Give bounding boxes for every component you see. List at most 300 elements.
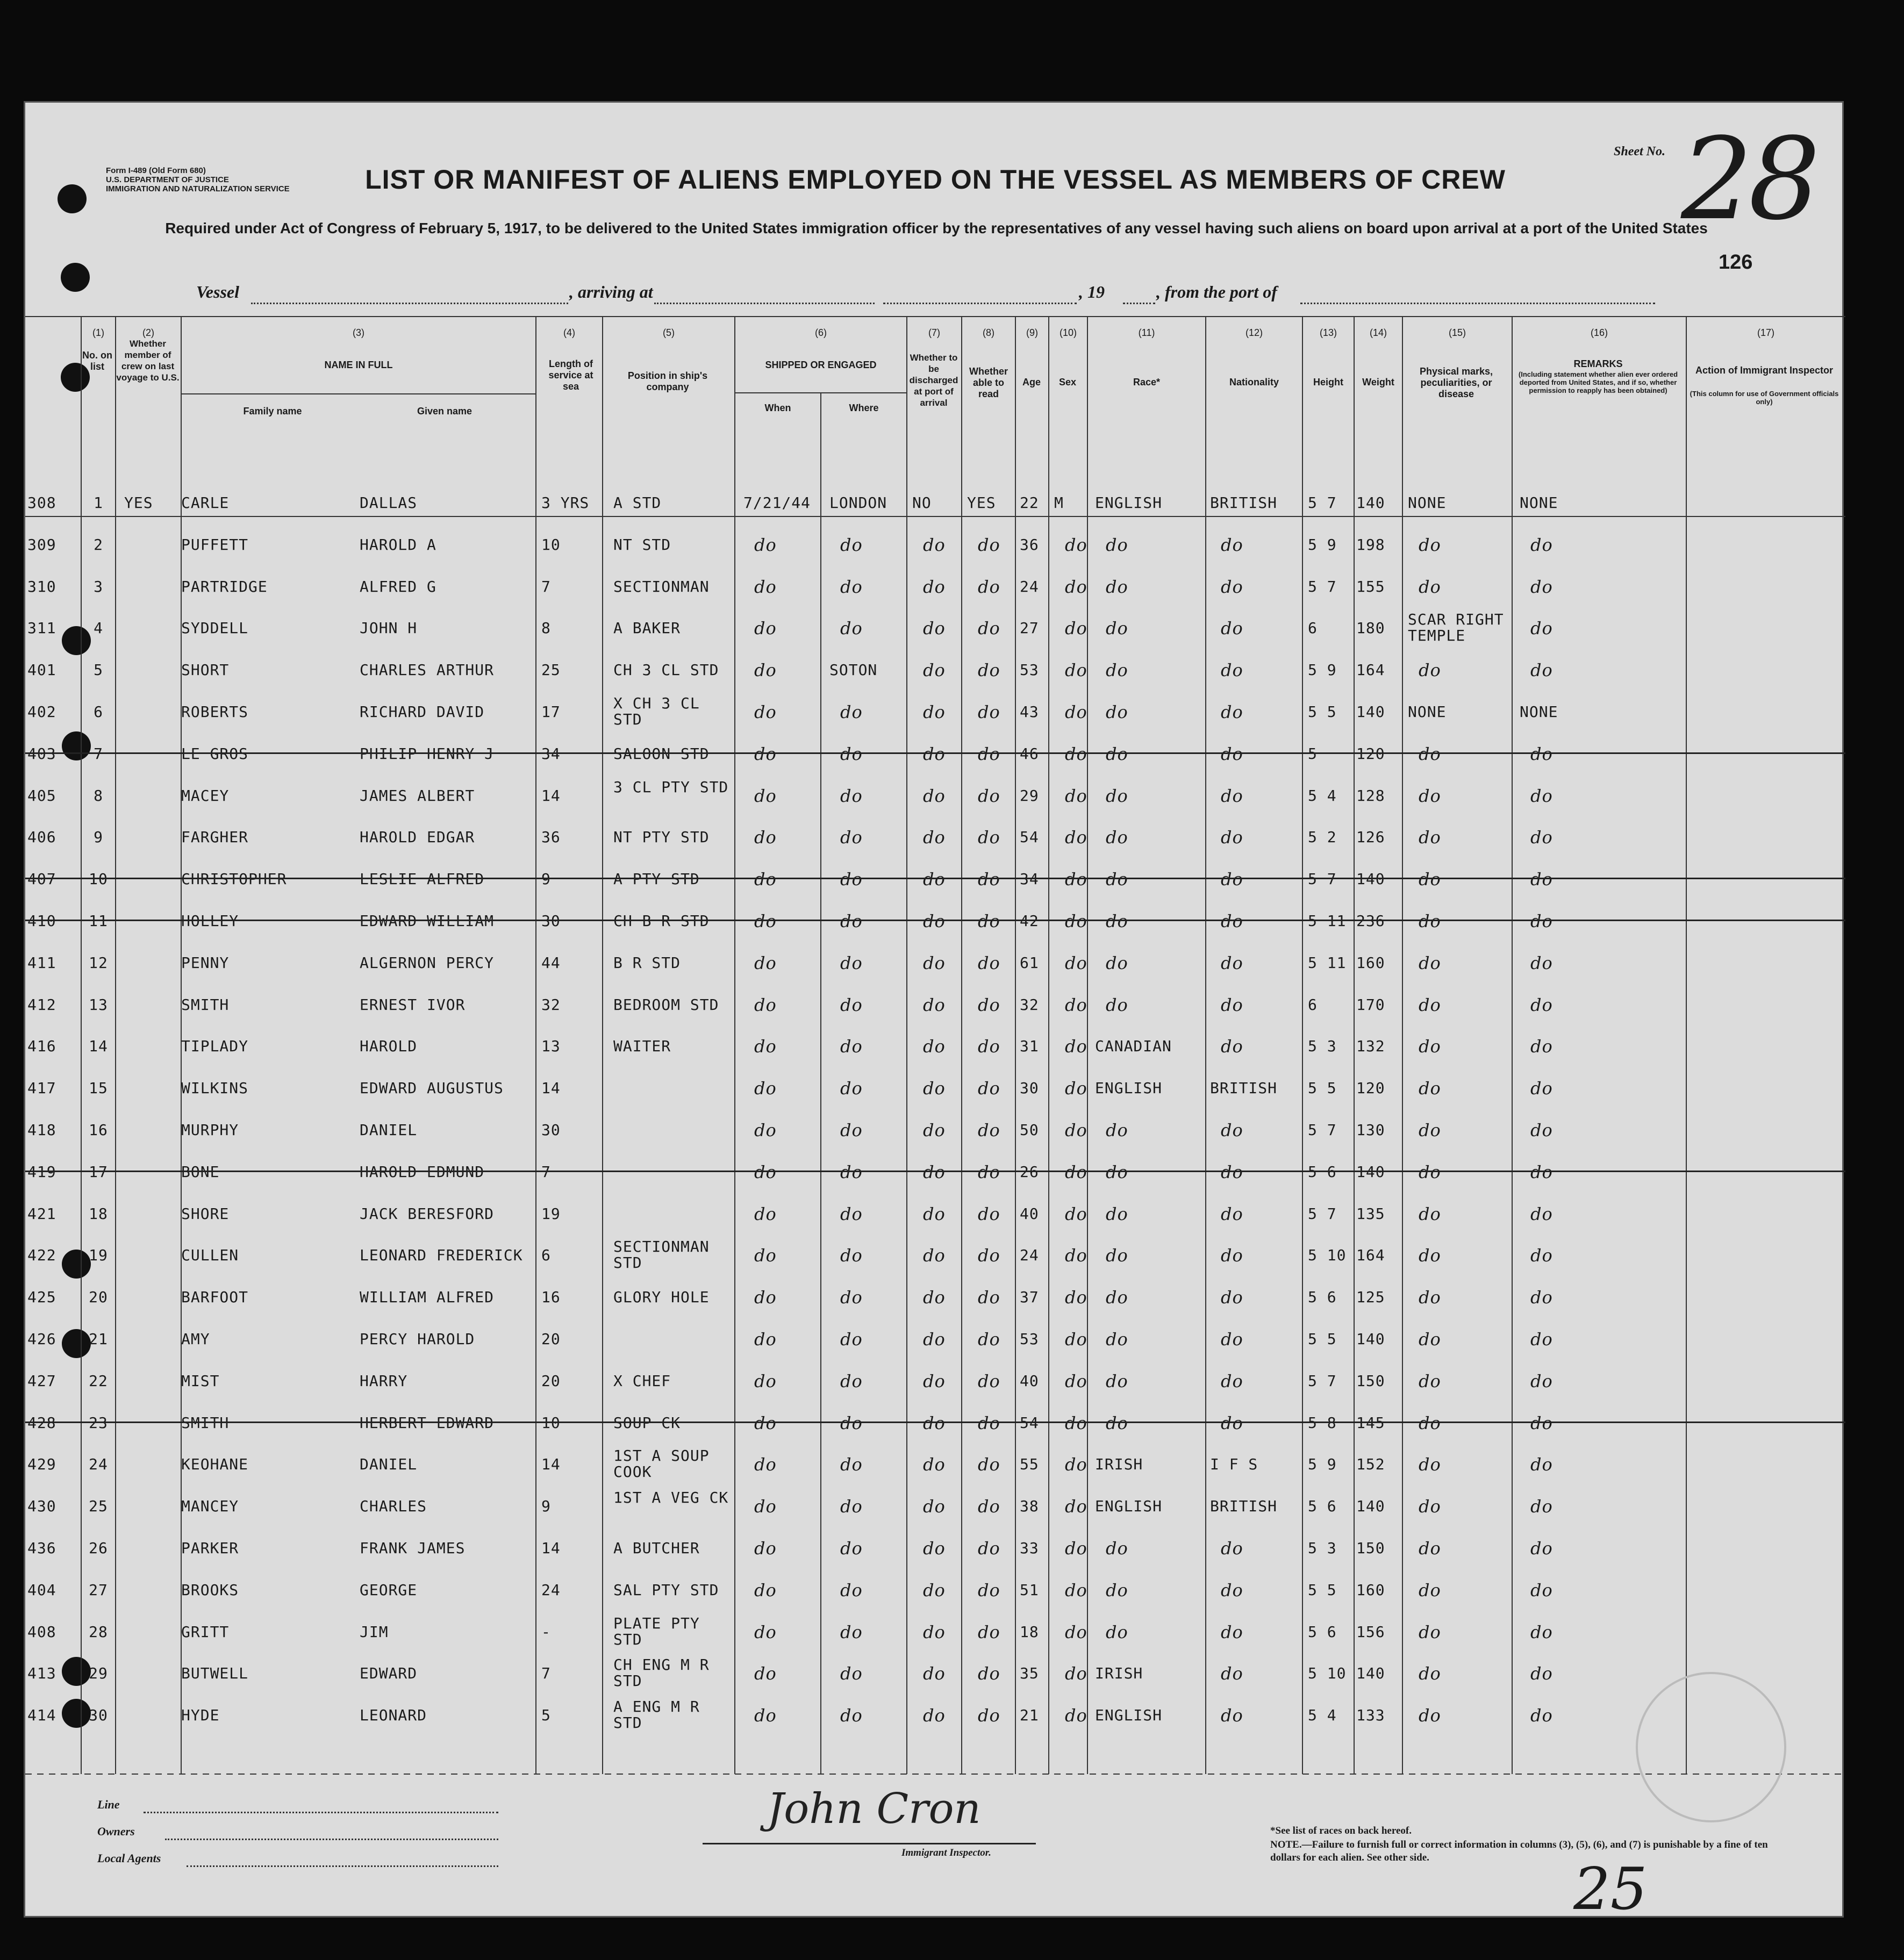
list-number: 18 (89, 1204, 108, 1223)
able-to-read-ditto: do (978, 618, 1000, 639)
length-of-service: 30 (541, 1121, 561, 1139)
manifest-ref-number: 416 (27, 1037, 56, 1056)
age: 38 (1020, 1497, 1039, 1516)
given-name: RICHARD DAVID (360, 703, 485, 721)
position-in-company: BEDROOM STD (613, 995, 719, 1014)
shipped-where-ditto: do (840, 1496, 863, 1517)
nationality-ditto: do (1221, 1203, 1243, 1224)
race-ditto: do (1106, 1203, 1128, 1224)
able-to-read-ditto: do (978, 1078, 1000, 1099)
family-name: CHRISTOPHER (181, 870, 287, 888)
shipped-when: 7/21/44 (743, 494, 811, 512)
table-row (25, 945, 1845, 986)
race-ditto: do (1106, 576, 1128, 597)
discharged-at-port-ditto: do (923, 534, 946, 555)
physical-marks-ditto: do (1419, 911, 1441, 931)
age: 43 (1020, 703, 1039, 721)
manifest-ref-number: 401 (27, 661, 56, 679)
shipped-when-ditto: do (754, 1496, 777, 1517)
weight: 155 (1356, 577, 1385, 595)
table-row (25, 1238, 1845, 1279)
length-of-service: 14 (541, 1455, 561, 1474)
able-to-read: YES (967, 494, 996, 512)
remarks-ditto: do (1530, 1538, 1553, 1559)
given-name: EDWARD WILLIAM (360, 912, 495, 930)
line-label: Line (97, 1798, 120, 1811)
shipped-when-ditto: do (754, 1329, 777, 1349)
height: 5 10 (1308, 1664, 1347, 1683)
table-row (25, 1196, 1845, 1237)
list-number: 22 (89, 1372, 108, 1390)
race: ENGLISH (1095, 1079, 1163, 1097)
sex-ditto: do (1065, 1203, 1087, 1224)
age: 36 (1020, 535, 1039, 554)
official-seal (1636, 1672, 1786, 1822)
length-of-service: 5 (541, 1706, 551, 1725)
height: 5 6 (1308, 1288, 1337, 1306)
nationality: I F S (1210, 1455, 1258, 1474)
remarks-ditto: do (1530, 1120, 1553, 1140)
physical-marks-ditto: do (1419, 534, 1441, 555)
shipped-where-ditto: do (840, 785, 863, 806)
height: 5 9 (1308, 535, 1337, 554)
header-shipped-engaged: SHIPPED OR ENGAGED (765, 360, 877, 370)
physical-marks-ditto: do (1419, 1036, 1441, 1057)
given-name: EDWARD AUGUSTUS (360, 1079, 504, 1097)
family-name: SMITH (181, 1413, 230, 1432)
manifest-sheet (24, 101, 1844, 1923)
age: 55 (1020, 1455, 1039, 1474)
header-action: Action of Immigrant Inspector (1695, 365, 1834, 376)
position-in-company: SECTIONMAN (613, 577, 710, 595)
header-when: When (764, 403, 791, 413)
family-name: SYDDELL (181, 619, 249, 637)
table-row (25, 527, 1845, 568)
shipped-when-ditto: do (754, 1705, 777, 1726)
position-in-company: SAL PTY STD (613, 1581, 719, 1599)
length-of-service: 24 (541, 1581, 561, 1599)
able-to-read-ditto: do (978, 827, 1000, 848)
race: ENGLISH (1095, 494, 1163, 512)
age: 40 (1020, 1372, 1039, 1390)
family-name: MACEY (181, 786, 230, 805)
height: 5 5 (1308, 703, 1337, 721)
manifest-ref-number: 429 (27, 1455, 56, 1474)
manifest-ref-number: 406 (27, 828, 56, 846)
discharged-at-port-ditto: do (923, 1120, 946, 1140)
race-ditto: do (1106, 1287, 1128, 1308)
shipped-where-ditto: do (840, 1621, 863, 1642)
weight: 135 (1356, 1204, 1385, 1223)
physical-marks-ditto: do (1419, 952, 1441, 973)
page-number: 25 (1573, 1856, 1648, 1923)
given-name: HERBERT EDWARD (360, 1413, 495, 1432)
physical-marks-ditto: do (1419, 1496, 1441, 1517)
height: 5 3 (1308, 1037, 1337, 1056)
race-ditto: do (1106, 618, 1128, 639)
position-in-company: SECTIONMAN STD (613, 1238, 710, 1272)
shipped-where-ditto: do (840, 743, 863, 764)
discharged-at-port-ditto: do (923, 1036, 946, 1057)
physical-marks-ditto: do (1419, 827, 1441, 848)
race-ditto: do (1106, 1538, 1128, 1559)
remarks-ditto: do (1530, 1203, 1553, 1224)
remarks-ditto: do (1530, 785, 1553, 806)
sex-ditto: do (1065, 660, 1087, 681)
length-of-service: 30 (541, 912, 561, 930)
nationality: BRITISH (1210, 1497, 1278, 1516)
able-to-read-ditto: do (978, 660, 1000, 681)
shipped-where-ditto: do (840, 1538, 863, 1559)
physical-marks-ditto: do (1419, 1538, 1441, 1559)
height: 5 7 (1308, 1121, 1337, 1139)
position-in-company: GLORY HOLE (613, 1288, 710, 1306)
weight: 180 (1356, 619, 1385, 637)
sex-ditto: do (1065, 1078, 1087, 1099)
sex-ditto: do (1065, 1245, 1087, 1266)
given-name: LESLIE ALFRED (360, 870, 485, 888)
nationality-ditto: do (1221, 911, 1243, 931)
length-of-service: 10 (541, 535, 561, 554)
shipped-where-ditto: do (840, 702, 863, 722)
penalty-note: NOTE.—Failure to furnish full or correct information in columns (3), (5), (6), and (7) is punishable by a fine of ten dollars for each alien. See other side. (1270, 1839, 1768, 1863)
length-of-service: - (541, 1622, 551, 1641)
column-number: (7) (928, 327, 940, 338)
remarks-ditto: do (1530, 1580, 1553, 1600)
nationality-ditto: do (1221, 1036, 1243, 1057)
shipped-when-ditto: do (754, 1580, 777, 1600)
weight: 198 (1356, 535, 1385, 554)
column-number: (12) (1245, 327, 1263, 338)
age: 29 (1020, 786, 1039, 805)
able-to-read-ditto: do (978, 576, 1000, 597)
form-id-line: IMMIGRATION AND NATURALIZATION SERVICE (106, 184, 290, 193)
physical-marks: NONE (1408, 703, 1447, 721)
list-number: 17 (89, 1162, 108, 1181)
table-row (25, 1363, 1845, 1404)
year-label: , 19 (1079, 282, 1105, 301)
column-number: (8) (983, 327, 994, 338)
remarks-ditto: do (1530, 743, 1553, 764)
member-last-voyage: YES (124, 494, 153, 512)
shipped-when-ditto: do (754, 911, 777, 931)
physical-marks-ditto: do (1419, 743, 1441, 764)
length-of-service: 25 (541, 661, 561, 679)
table-row (25, 903, 1845, 944)
column-number: (17) (1757, 327, 1774, 338)
family-name: PUFFETT (181, 535, 249, 554)
position-in-company: B R STD (613, 953, 681, 972)
nationality-ditto: do (1221, 1412, 1243, 1433)
given-name: PHILIP HENRY J (360, 744, 495, 763)
nationality-ditto: do (1221, 952, 1243, 973)
age: 54 (1020, 1413, 1039, 1432)
table-row (25, 1698, 1845, 1739)
form-id-line: Form I-489 (Old Form 680) (106, 166, 206, 175)
race-ditto: do (1106, 869, 1128, 890)
remarks-ditto: do (1530, 1078, 1553, 1099)
weight: 140 (1356, 1664, 1385, 1683)
height: 5 5 (1308, 1079, 1337, 1097)
weight: 164 (1356, 661, 1385, 679)
length-of-service: 14 (541, 1539, 561, 1557)
shipped-where: SOTON (829, 661, 878, 679)
age: 35 (1020, 1664, 1039, 1683)
length-of-service: 14 (541, 786, 561, 805)
race-ditto: do (1106, 1120, 1128, 1140)
sex-ditto: do (1065, 576, 1087, 597)
column-number: (1) (92, 327, 104, 338)
weight: 125 (1356, 1288, 1385, 1306)
list-number: 28 (89, 1622, 108, 1641)
given-name: HAROLD EDGAR (360, 828, 475, 846)
given-name: GEORGE (360, 1581, 418, 1599)
able-to-read-ditto: do (978, 1496, 1000, 1517)
table-row (25, 1071, 1845, 1111)
table-row (25, 1280, 1845, 1320)
shipped-when-ditto: do (754, 1412, 777, 1433)
height: 5 11 (1308, 912, 1347, 930)
owners-field-line (165, 1839, 498, 1840)
row-strikethrough (25, 1421, 1845, 1423)
age: 33 (1020, 1539, 1039, 1557)
table-row (25, 611, 1845, 651)
nationality-ditto: do (1221, 1245, 1243, 1266)
family-name: PENNY (181, 953, 230, 972)
family-name: SHORT (181, 661, 230, 679)
header-able-read: Whether able to read (969, 366, 1008, 399)
nationality-ditto: do (1221, 1370, 1243, 1391)
age: 53 (1020, 1330, 1039, 1348)
header-physical-marks: Physical marks, peculiarities, or disease (1419, 366, 1493, 399)
length-of-service: 32 (541, 995, 561, 1014)
length-of-service: 14 (541, 1079, 561, 1097)
discharged-at-port-ditto: do (923, 660, 946, 681)
physical-marks-ditto: do (1419, 1078, 1441, 1099)
height: 5 7 (1308, 1372, 1337, 1390)
list-number: 27 (89, 1581, 108, 1599)
able-to-read-ditto: do (978, 1203, 1000, 1224)
list-number: 19 (89, 1246, 108, 1265)
shipped-where-ditto: do (840, 1412, 863, 1433)
list-number: 20 (89, 1288, 108, 1306)
discharged-at-port-ditto: do (923, 1538, 946, 1559)
header-member-last-voyage: Whether member of crew on last voyage to U.S. (116, 339, 180, 383)
inspector-label: Immigrant Inspector. (901, 1847, 991, 1858)
header-length-service: Length of service at sea (548, 358, 593, 392)
height: 5 5 (1308, 1330, 1337, 1348)
physical-marks-ditto: do (1419, 1705, 1441, 1726)
manifest-ref-number: 410 (27, 912, 56, 930)
nationality-ditto: do (1221, 785, 1243, 806)
position-in-company: A ENG M R STD (613, 1698, 700, 1732)
remarks-ditto: do (1530, 1454, 1553, 1475)
nationality-ditto: do (1221, 534, 1243, 555)
form-title: LIST OR MANIFEST OF ALIENS EMPLOYED ON THE VESSEL AS MEMBERS OF CREW (365, 164, 1506, 195)
sex-ditto: do (1065, 1538, 1087, 1559)
sex-ditto: do (1065, 743, 1087, 764)
weight: 133 (1356, 1706, 1385, 1725)
position-in-company: CH ENG M R STD (613, 1656, 710, 1690)
position-in-company: SOUP CK (613, 1413, 681, 1432)
race-ditto: do (1106, 1370, 1128, 1391)
physical-marks-ditto: do (1419, 1245, 1441, 1266)
shipped-when-ditto: do (754, 994, 777, 1015)
sex-ditto: do (1065, 1663, 1087, 1684)
shipped-where-ditto: do (840, 1454, 863, 1475)
height: 5 6 (1308, 1622, 1337, 1641)
manifest-ref-number: 405 (27, 786, 56, 805)
manifest-ref-number: 436 (27, 1539, 56, 1557)
shipped-when-ditto: do (754, 743, 777, 764)
height: 5 9 (1308, 661, 1337, 679)
shipped-where-ditto: do (840, 1078, 863, 1099)
list-number: 3 (94, 577, 103, 595)
family-name: BARFOOT (181, 1288, 249, 1306)
position-in-company: NT STD (613, 535, 671, 554)
column-number: (11) (1138, 327, 1155, 338)
age: 46 (1020, 744, 1039, 763)
sex-ditto: do (1065, 618, 1087, 639)
remarks-ditto: do (1530, 618, 1553, 639)
manifest-ref-number: 403 (27, 744, 56, 763)
list-number: 6 (94, 703, 103, 721)
sex-ditto: do (1065, 1329, 1087, 1349)
remarks-ditto: do (1530, 1161, 1553, 1182)
remarks-ditto: do (1530, 952, 1553, 973)
age: 40 (1020, 1204, 1039, 1223)
able-to-read-ditto: do (978, 1329, 1000, 1349)
remarks-ditto: do (1530, 1287, 1553, 1308)
row-strikethrough (25, 878, 1845, 879)
family-name: BROOKS (181, 1581, 239, 1599)
length-of-service: 44 (541, 953, 561, 972)
shipped-where-ditto: do (840, 1161, 863, 1182)
sex-ditto: do (1065, 827, 1087, 848)
sheet-number: 28 (1681, 113, 1816, 245)
remarks-ditto: do (1530, 1329, 1553, 1349)
race: IRISH (1095, 1664, 1143, 1683)
height: 5 6 (1308, 1497, 1337, 1516)
weight: 236 (1356, 912, 1385, 930)
list-number: 4 (94, 619, 103, 637)
given-name: LEONARD (360, 1706, 427, 1725)
physical-marks-ditto: do (1419, 994, 1441, 1015)
race-ditto: do (1106, 660, 1128, 681)
weight: 164 (1356, 1246, 1385, 1265)
table-row (25, 1112, 1845, 1153)
header-discharged: Whether to be discharged at port of arrival (909, 353, 958, 408)
given-name: PERCY HAROLD (360, 1330, 475, 1348)
shipped-where: LONDON (829, 494, 887, 512)
age: 53 (1020, 661, 1039, 679)
table-row (25, 1405, 1845, 1446)
manifest-ref-number: 427 (27, 1372, 56, 1390)
family-name: KEOHANE (181, 1455, 249, 1474)
manifest-ref-number: 414 (27, 1706, 56, 1725)
family-name: BUTWELL (181, 1664, 249, 1683)
shipped-when-ditto: do (754, 1078, 777, 1099)
shipped-where-ditto: do (840, 827, 863, 848)
list-number: 25 (89, 1497, 108, 1516)
manifest-ref-number: 309 (27, 535, 56, 554)
remarks-ditto: do (1530, 1621, 1553, 1642)
height: 6 (1308, 619, 1318, 637)
family-name: ROBERTS (181, 703, 249, 721)
discharged-at-port-ditto: do (923, 1663, 946, 1684)
sex-ditto: do (1065, 952, 1087, 973)
weight: 156 (1356, 1622, 1385, 1641)
height: 5 7 (1308, 494, 1337, 512)
sex-ditto: do (1065, 534, 1087, 555)
manifest-ref-number: 418 (27, 1121, 56, 1139)
age: 22 (1020, 494, 1039, 512)
able-to-read-ditto: do (978, 1663, 1000, 1684)
race-ditto: do (1106, 1580, 1128, 1600)
physical-marks-ditto: do (1419, 1370, 1441, 1391)
manifest-ref-number: 310 (27, 577, 56, 595)
discharged-at-port-ditto: do (923, 994, 946, 1015)
table-row (25, 736, 1845, 777)
physical-marks-ditto: do (1419, 1580, 1441, 1600)
column-number: (15) (1448, 327, 1466, 338)
remarks-ditto: do (1530, 1370, 1553, 1391)
race: IRISH (1095, 1455, 1143, 1474)
sex-ditto: do (1065, 1412, 1087, 1433)
table-row (25, 694, 1845, 735)
manifest-ref-number: 421 (27, 1204, 56, 1223)
height: 5 (1308, 744, 1318, 763)
weight: 140 (1356, 703, 1385, 721)
manifest-ref-number: 404 (27, 1581, 56, 1599)
remarks-ditto: do (1530, 1245, 1553, 1266)
weight: 160 (1356, 953, 1385, 972)
able-to-read-ditto: do (978, 1036, 1000, 1057)
position-in-company: PLATE PTY STD (613, 1614, 700, 1648)
shipped-where-ditto: do (840, 1120, 863, 1140)
form-id-line: U.S. DEPARTMENT OF JUSTICE (106, 175, 229, 184)
shipped-when-ditto: do (754, 1161, 777, 1182)
sex-ditto: do (1065, 869, 1087, 890)
position-in-company: CH 3 CL STD (613, 661, 719, 679)
shipped-when-ditto: do (754, 869, 777, 890)
sex-ditto: do (1065, 1580, 1087, 1600)
sex-ditto: do (1065, 994, 1087, 1015)
length-of-service: 19 (541, 1204, 561, 1223)
able-to-read-ditto: do (978, 1120, 1000, 1140)
given-name: JOHN H (360, 619, 418, 637)
shipped-where-ditto: do (840, 911, 863, 931)
shipped-where-ditto: do (840, 1036, 863, 1057)
list-number: 11 (89, 912, 108, 930)
race-ditto: do (1106, 1412, 1128, 1433)
able-to-read-ditto: do (978, 743, 1000, 764)
given-name: CHARLES (360, 1497, 427, 1516)
list-number: 14 (89, 1037, 108, 1056)
race-ditto: do (1106, 1245, 1128, 1266)
weight: 140 (1356, 494, 1385, 512)
family-name: WILKINS (181, 1079, 249, 1097)
shipped-where-ditto: do (840, 1203, 863, 1224)
header-sex: Sex (1058, 377, 1077, 387)
table-row (25, 820, 1845, 860)
column-number: (14) (1369, 327, 1387, 338)
nationality-ditto: do (1221, 1621, 1243, 1642)
nationality-ditto: do (1221, 1705, 1243, 1726)
height: 5 2 (1308, 828, 1337, 846)
shipped-where-ditto: do (840, 1245, 863, 1266)
able-to-read-ditto: do (978, 1705, 1000, 1726)
